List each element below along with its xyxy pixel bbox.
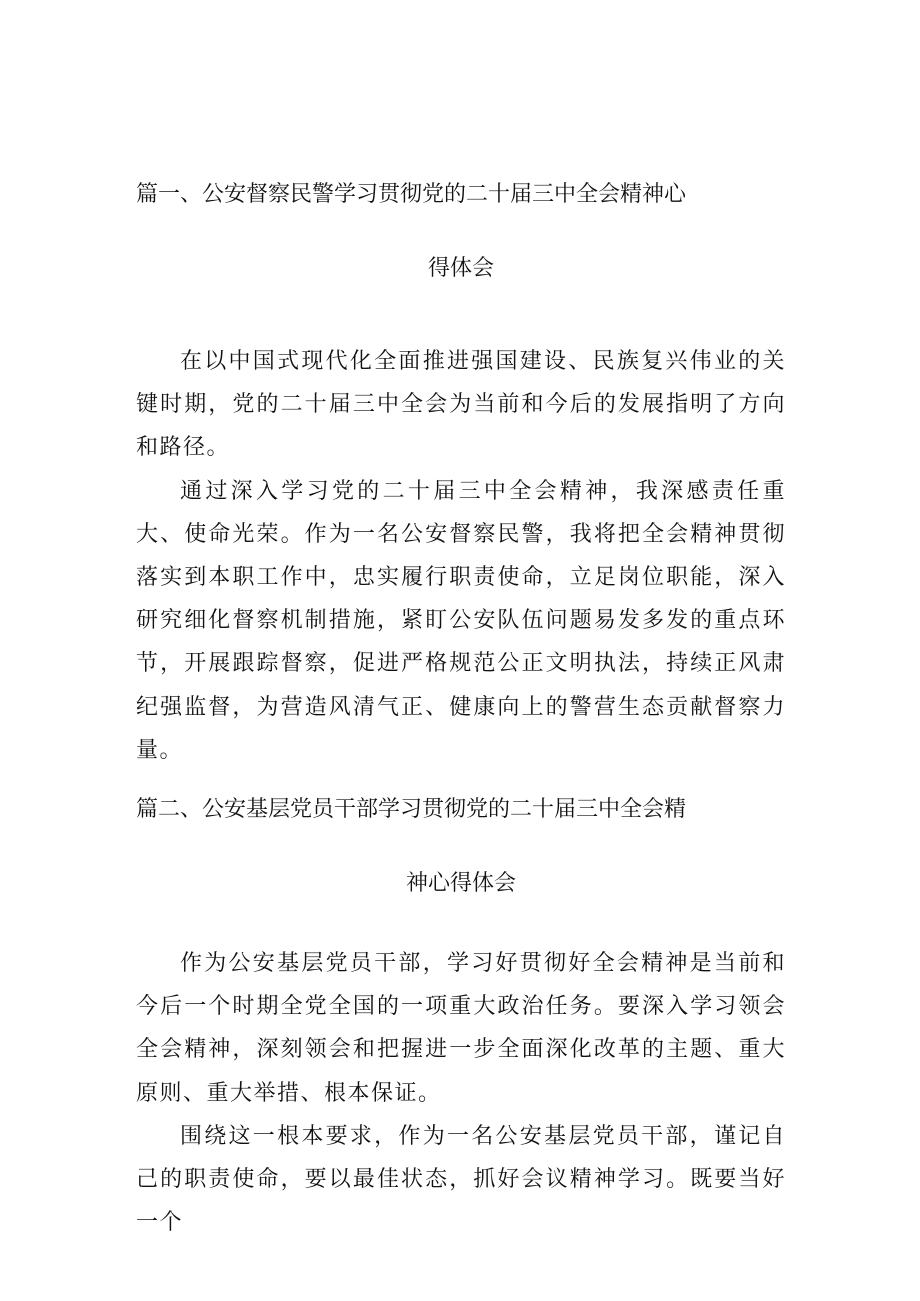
section-1-paragraph-1: 在以中国式现代化全面推进强国建设、民族复兴伟业的关键时期，党的二十届三中全会为当前和今后的发展指明了方向和路径。 — [136, 349, 786, 461]
section-1-heading — [136, 180, 786, 284]
section-1-body — [136, 340, 786, 772]
section-1-paragraph-2: 通过深入学习党的二十届三中全会精神，我深感责任重大、使命光荣。作为一名公安督察民警，我将把全会精神贯彻落实到本职工作中，忠实履行职责使命，立足岗位职能，深入研究细化督察机制措施，紧盯公安队伍问题易发多发的重点环节，开展跟踪督察，促进严格规范公正文明执法，持续正风肃纪强监督，为营造风清气正、健康向上的警营生态贡献督察力量。 — [136, 478, 786, 763]
section-2-heading — [136, 795, 786, 899]
section-2-title-line-1: 篇二、公安基层党员干部学习贯彻党的二十届三中全会精 — [136, 797, 687, 822]
section-2-paragraph-1: 作为公安基层党员干部，学习好贯彻好全会精神是当前和今后一个时期全党全国的一项重大政治任务。要深入学习领会全会精神，深刻领会和把握进一步全面深化改革的主题、重大原则、重大举措、根本保证。 — [136, 951, 786, 1106]
section-2-title-line-2: 神心得体会 — [405, 871, 516, 896]
section-2-body — [136, 942, 786, 1244]
section-2-paragraph-2: 围绕这一根本要求，作为一名公安基层党员干部，谨记自己的职责使命，要以最佳状态，抓好会议精神学习。既要当好一个 — [136, 1123, 786, 1236]
section-1-title-line-1: 篇一、公安督察民警学习贯彻党的二十届三中全会精神心 — [136, 182, 687, 207]
section-1-title-line-2: 得体会 — [427, 256, 494, 281]
